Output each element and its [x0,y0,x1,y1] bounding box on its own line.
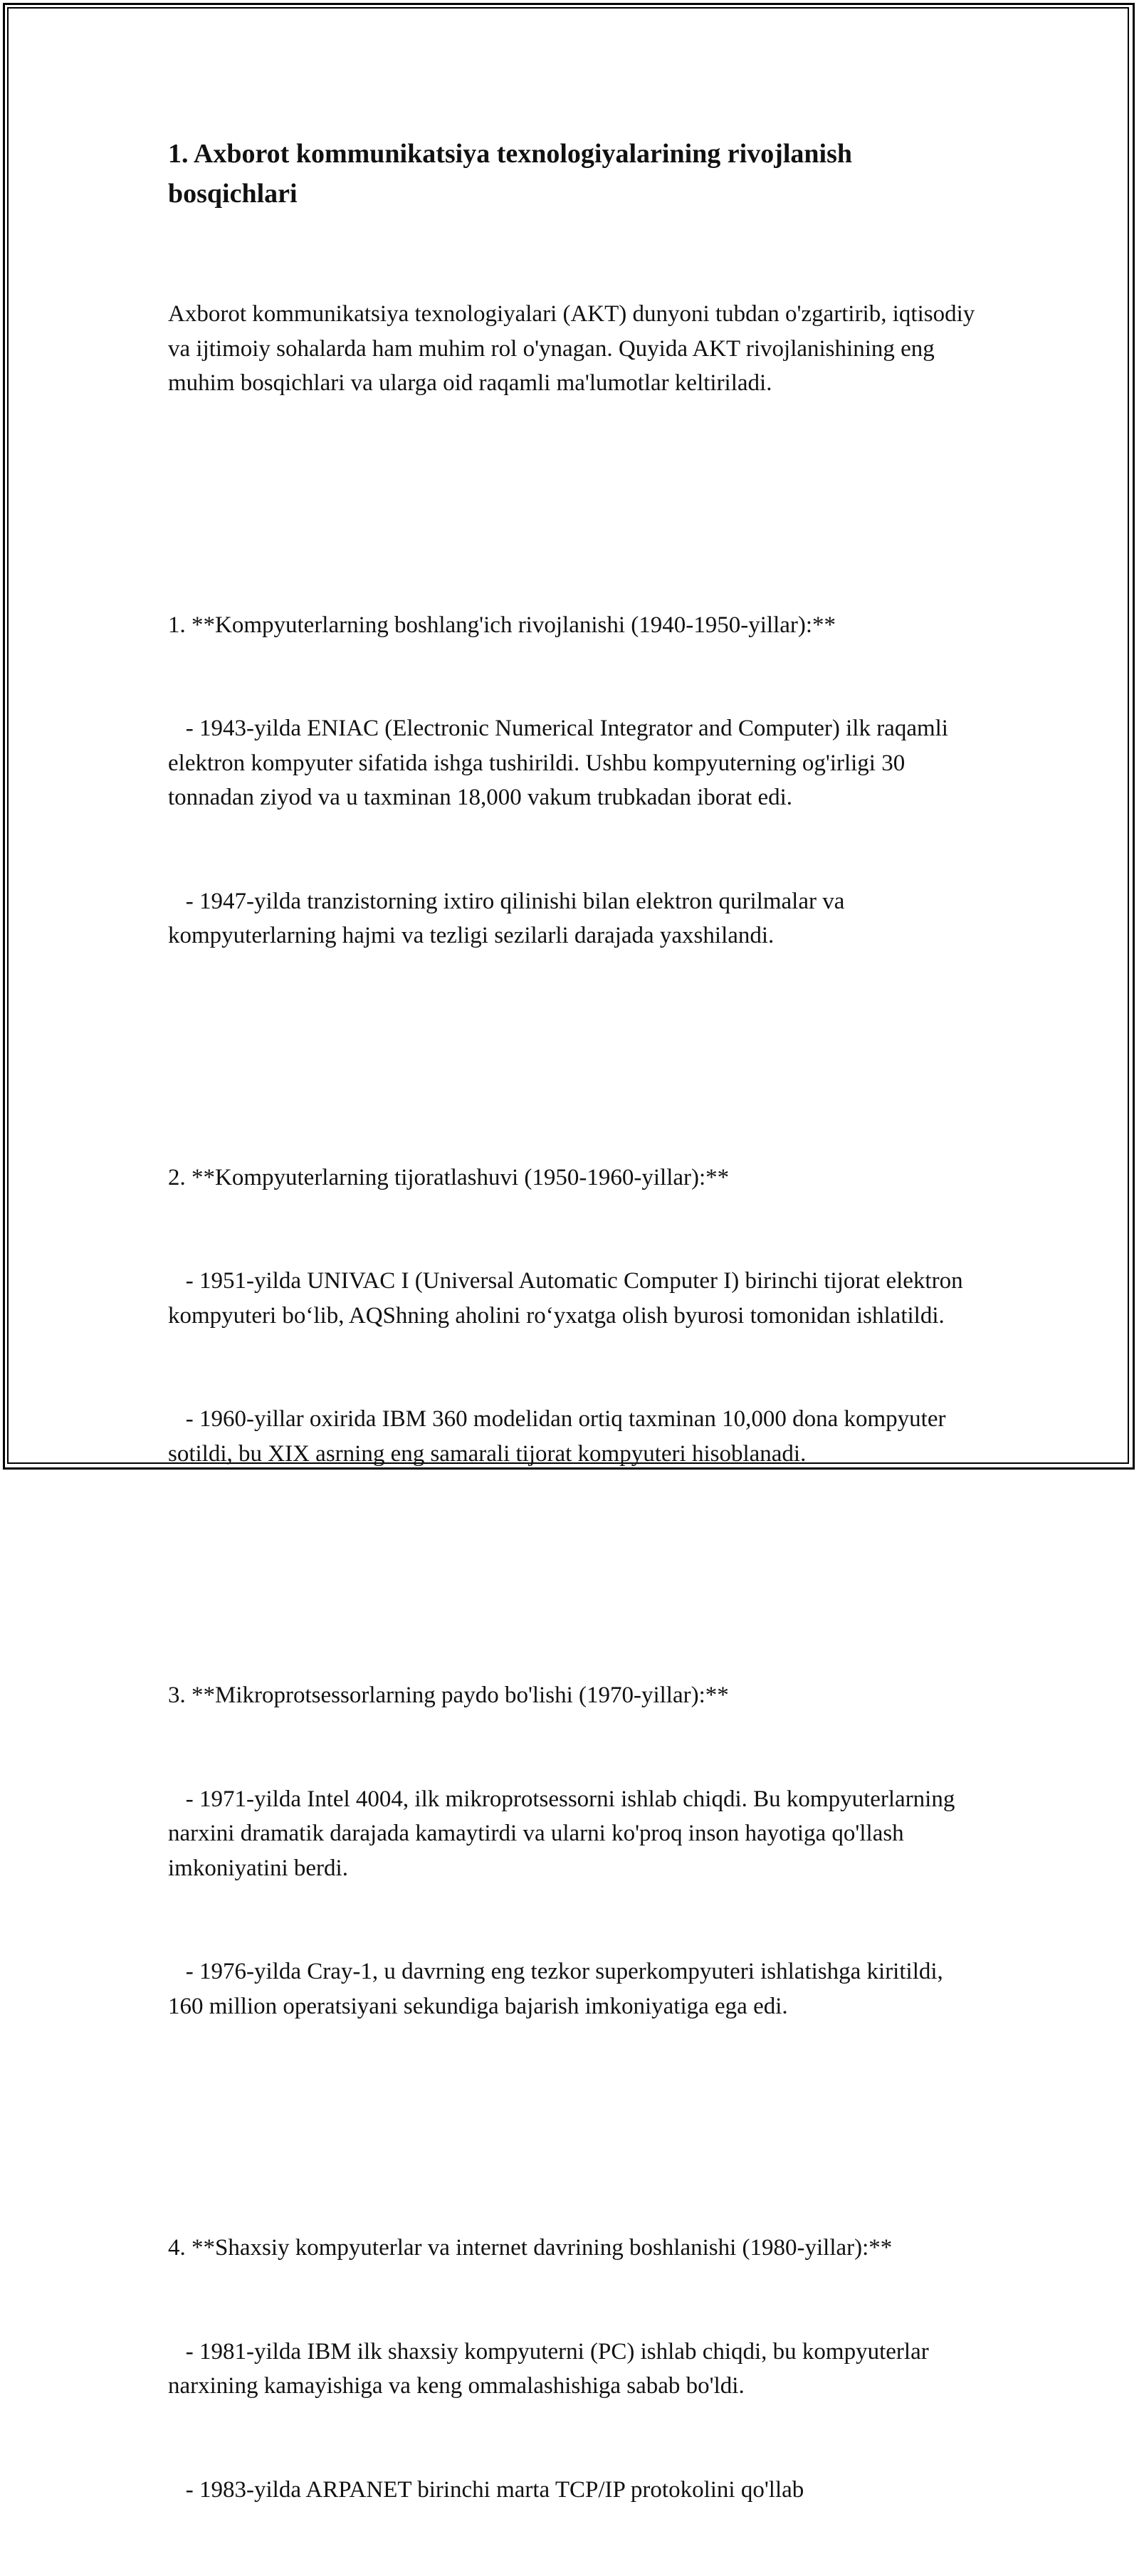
section-1-heading: 1. **Kompyuterlarning boshlang'ich rivojlanishi (1940-1950-yillar):** [168,612,836,638]
blank-line [168,2093,980,2127]
section-2-heading: 2. **Kompyuterlarning tijoratlashuvi (1950-1960-yillar):** [168,1164,730,1190]
section-1-bullet-2: - 1947-yilda tranzistorning ixtiro qilinishi bilan elektron qurilmalar va kompyuterlarning hajmi va tezligi sezilarli darajada yaxshilandi. [168,888,851,948]
section-2-bullet-2: - 1960-yillar oxirida IBM 360 modelidan ortiq taxminan 10,000 dona kompyuter sotildi, bu XIX asrning eng samarali tijorat kompyuteri hisoblanadi. [168,1406,952,1467]
document-title: 1. Axborot kommunikatsiya texnologiyalarining rivojlanish bosqichlari [168,139,853,209]
section-3-bullet-1: - 1971-yilda Intel 4004, ilk mikroprotsessorni ishlab chiqdi. Bu kompyuterlarning narxini dramatik darajada kamaytirdi va ularni ko'proq inson hayotiga qo'llash imkoniyatini berdi. [168,1786,961,1881]
section-4-heading: 4. **Shaxsiy kompyuterlar va internet davrining boshlanishi (1980-yillar):** [168,2235,893,2261]
section-2-bullet-1: - 1951-yilda UNIVAC I (Universal Automatic Computer I) birinchi tijorat elektron kompyuteri bo‘lib, AQShning aholini ro‘yxatga olish byurosi tomonidan ishlatildi. [168,1268,969,1329]
section-3-heading: 3. **Mikroprotsessorlarning paydo bo'lishi (1970-yillar):** [168,1682,729,1708]
document-body [168,228,980,2576]
intro-paragraph: Axborot kommunikatsiya texnologiyalari (AKT) dunyoni tubdan o'zgartirib, iqtisodiy va ijtimoiy sohalarda ham muhim rol o'ynagan. Quyida AKT rivojlanishining eng muhim bosqichlari va ularga oid raqamli ma'lumotlar keltiriladi. [168,301,981,396]
section-4-bullet-2: - 1983-yilda ARPANET birinchi marta TCP/IP protokolini qo'llab [168,2476,804,2503]
document-content [168,134,980,2576]
blank-line [168,1540,980,1575]
blank-line [168,470,980,505]
section-1-bullet-1: - 1943-yilda ENIAC (Electronic Numerical Integrator and Computer) ilk raqamli elektron kompyuter sifatida ishga tushirildi. Ushbu kompyuterning og'irligi 30 tonnadan ziyod va u taxminan 18,000 vakum trubkadan iborat edi. [168,716,955,810]
section-4-bullet-1: - 1981-yilda IBM ilk shaxsiy kompyuterni (PC) ishlab chiqdi, bu kompyuterlar narxining kamayishiga va keng ommalashishiga sabab bo'ldi. [168,2338,935,2399]
blank-line [168,1022,980,1057]
section-3-bullet-2: - 1976-yilda Cray-1, u davrning eng tezkor superkompyuteri ishlatishga kiritildi, 160 million operatsiyani sekundiga bajarish imkoniyatiga ega edi. [168,1959,950,2019]
